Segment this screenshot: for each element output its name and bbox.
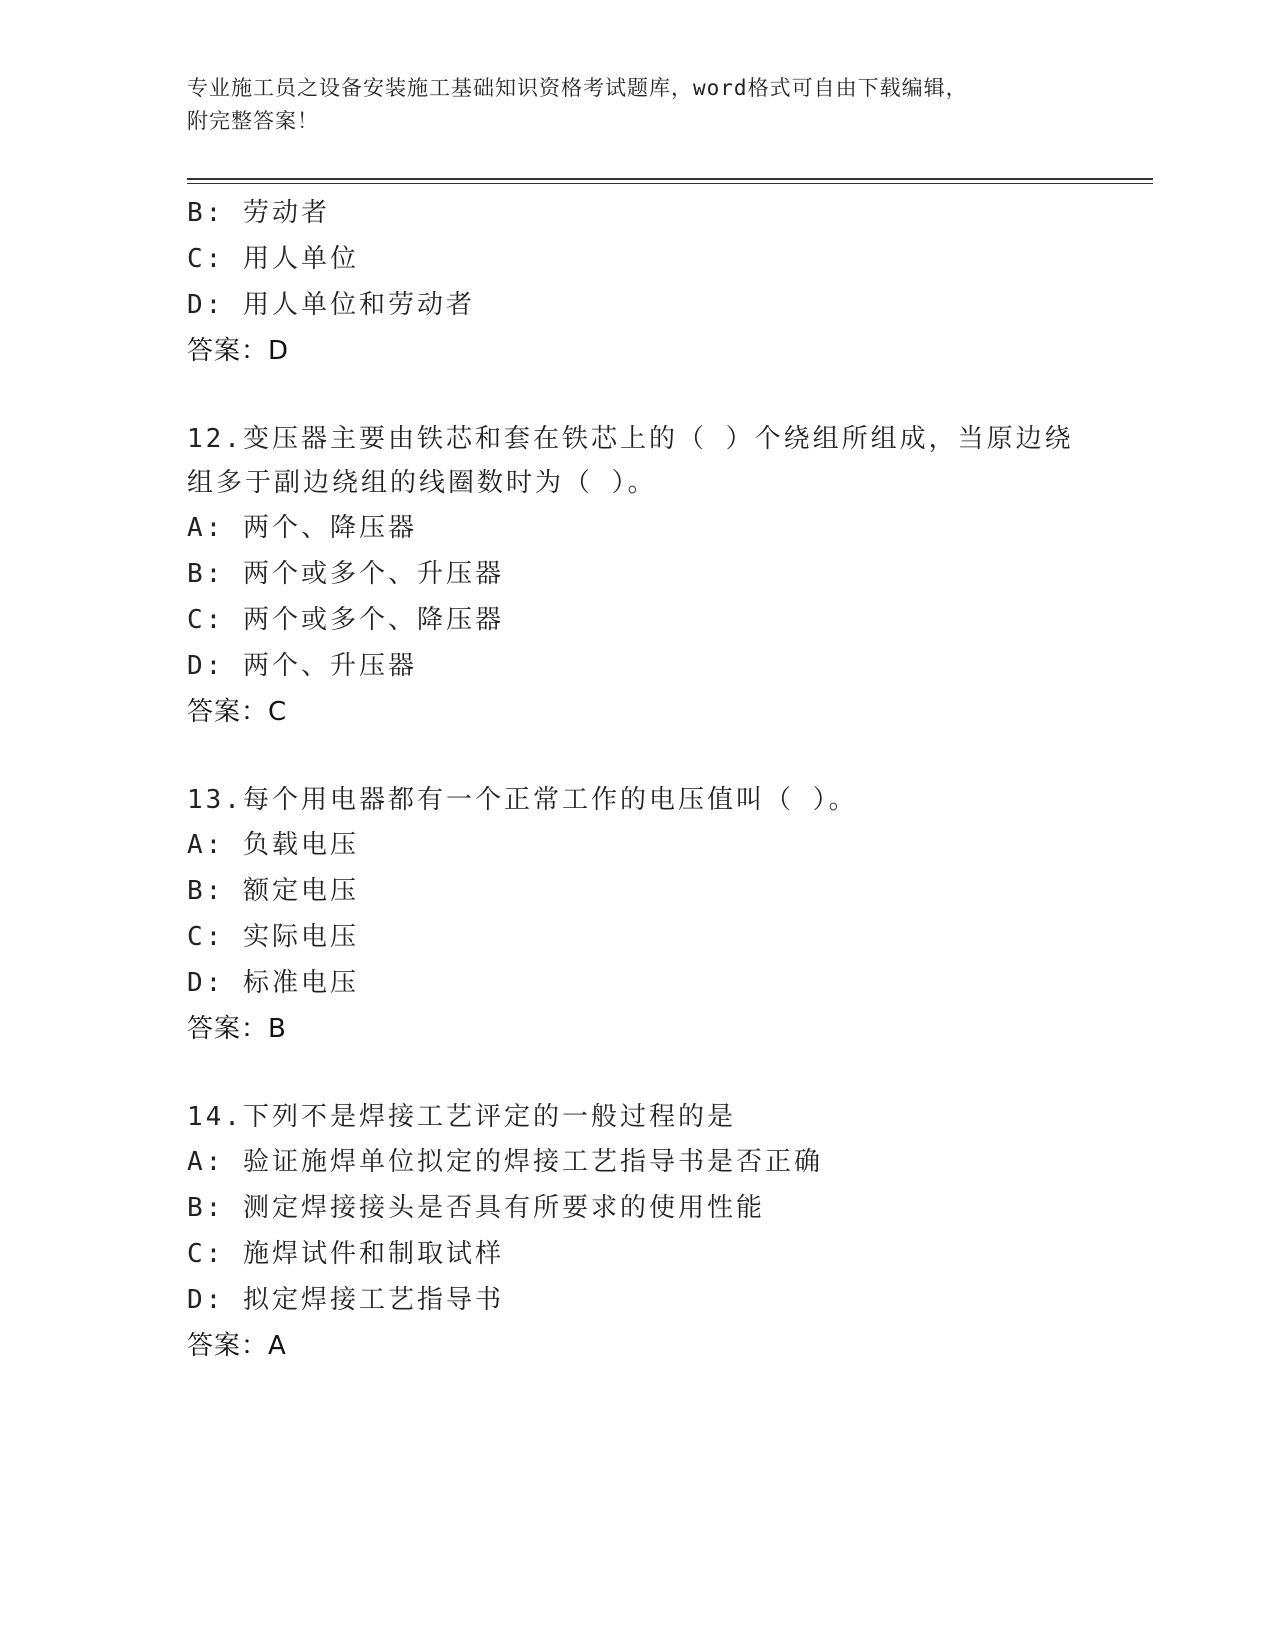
question-text-line-1: 14.下列不是焊接工艺评定的一般过程的是 [187,1102,736,1132]
option-a: A: 负载电压 [187,830,359,860]
answer: 答案：D [187,336,290,366]
option-c: C: 两个或多个、降压器 [187,605,504,635]
spacer [187,374,1087,417]
option-c: C: 施焊试件和制取试样 [187,1239,504,1269]
header-divider-thin [187,183,1153,184]
option-b: B: 额定电压 [187,876,359,906]
option-b: B: 劳动者 [187,198,330,228]
question-list [187,190,1087,1369]
spacer [187,735,1087,778]
option-b: B: 测定焊接接头是否具有所要求的使用性能 [187,1193,765,1223]
option-b: B: 两个或多个、升压器 [187,559,504,589]
answer: 答案：B [187,1014,287,1044]
question-14 [187,1095,1087,1369]
spacer [187,1052,1087,1095]
question-12 [187,417,1087,735]
option-a: A: 两个、降压器 [187,513,417,543]
question-text-line-2: 组多于副边绕组的线圈数时为（ ）。 [187,468,657,498]
question-text-line-1: 13.每个用电器都有一个正常工作的电压值叫（ ）。 [187,785,858,815]
answer: 答案：C [187,697,288,727]
answer: 答案：A [187,1331,287,1361]
option-a: A: 验证施焊单位拟定的焊接工艺指导书是否正确 [187,1147,823,1177]
question-13 [187,778,1087,1052]
option-c: C: 实际电压 [187,922,359,952]
document-header [187,72,1087,138]
question-text-line-1: 12.变压器主要由铁芯和套在铁芯上的（ ）个绕组所组成，当原边绕 [187,424,1074,454]
question-11 [187,190,1087,374]
option-d: D: 两个、升压器 [187,651,417,681]
header-line-2: 附完整答案！ [187,109,319,133]
header-line-1: 专业施工员之设备安装施工基础知识资格考试题库，word格式可自由下载编辑， [187,76,968,100]
option-d: D: 标准电压 [187,968,359,998]
header-divider-thick [187,178,1153,180]
option-d: D: 拟定焊接工艺指导书 [187,1285,504,1315]
option-c: C: 用人单位 [187,244,359,274]
option-d: D: 用人单位和劳动者 [187,290,475,320]
